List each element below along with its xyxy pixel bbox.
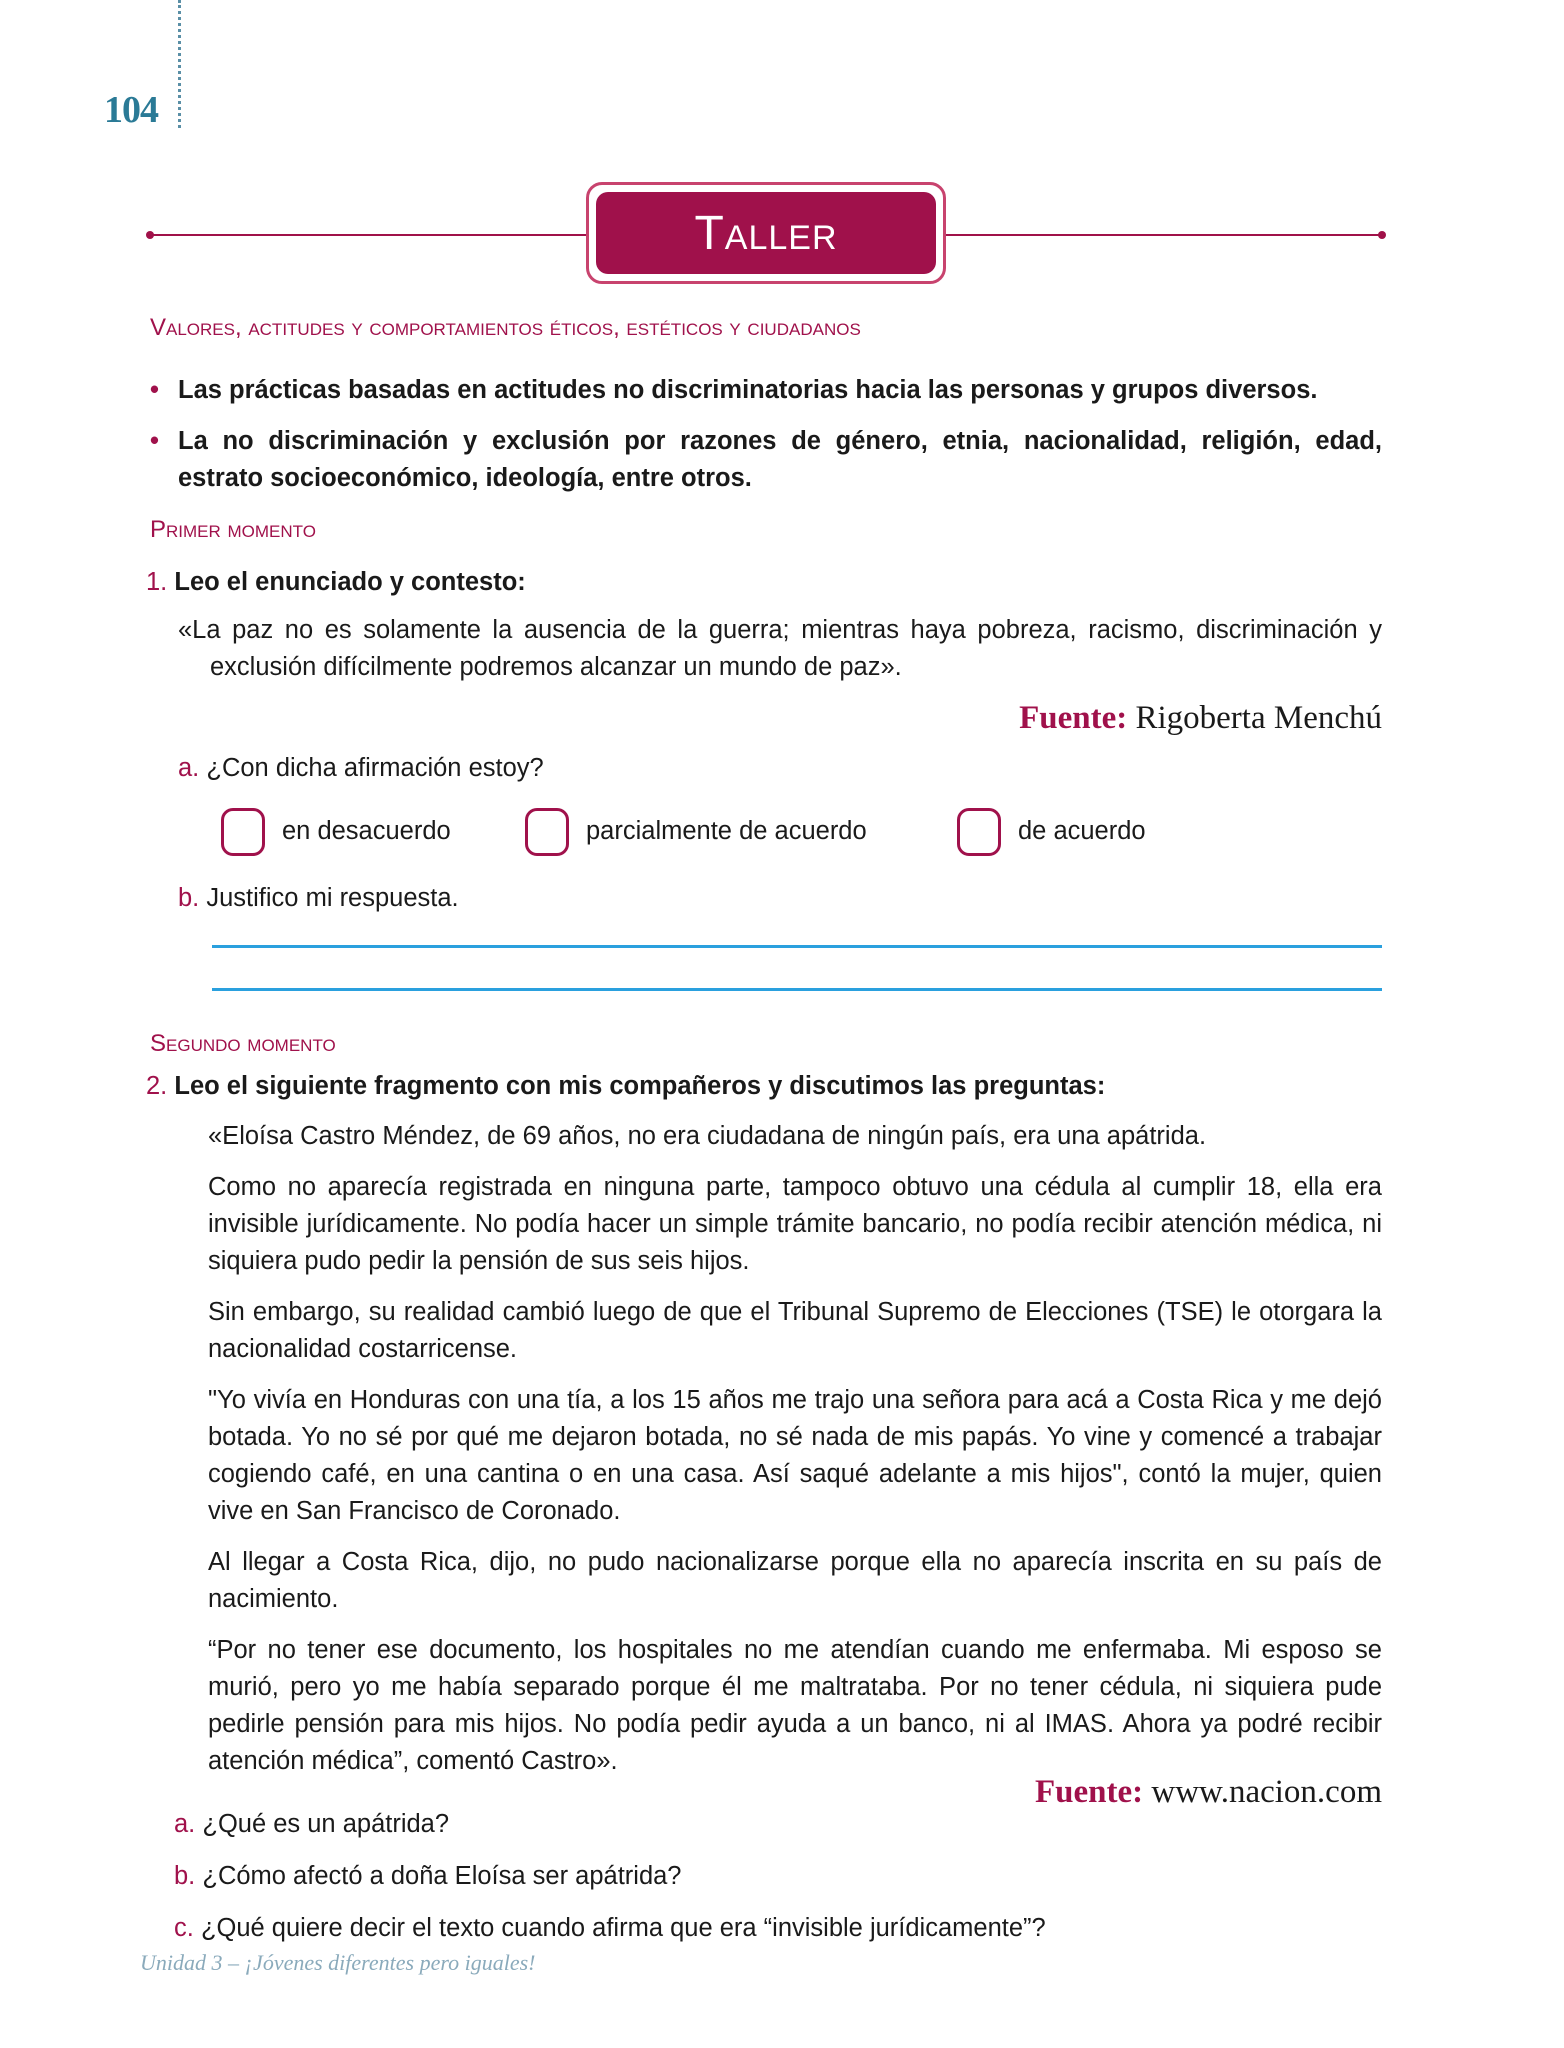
option-label-en-desacuerdo: en desacuerdo [282,817,451,845]
option-label-parcialmente-de-acuerdo: parcialmente de acuerdo [586,817,867,845]
primer-momento-heading: Primer momento [150,516,316,543]
question-1b: b. Justifico mi respuesta. [178,884,459,912]
unit-footer: Unidad 3 – ¡Jóvenes diferentes pero iguales! [140,1950,536,1975]
bullet-icon: • [150,376,159,404]
article-fragment [208,1118,1382,1780]
quote-menchu: «La paz no es solamente la ausencia de la guerra; mientras haya pobreza, racismo, discriminación y exclusión difícilmente podremos alcanzar un mundo de paz». [178,616,1382,681]
bullet-icon: • [150,427,159,455]
question-2c: c. ¿Qué quiere decir el texto cuando afirma que era “invisible jurídicamente”? [174,1914,1046,1942]
page-number: 104 [104,89,158,131]
exercise-2-instruction: 2. Leo el siguiente fragmento con mis compañeros y discutimos las preguntas: [146,1072,1106,1100]
exercise-number: 2. [146,1072,168,1100]
values-bullet-list [150,372,1382,497]
checkbox-de-acuerdo[interactable] [957,808,1001,856]
question-1a: a. ¿Con dicha afirmación estoy? [178,754,544,782]
banner-rule-left [150,234,586,236]
source-label: Fuente: [1034,1774,1144,1810]
article-paragraph: Al llegar a Costa Rica, dijo, no pudo nacionalizarse porque ella no aparecía inscrita en su país de nacimiento. [208,1548,1382,1613]
checkbox-parcialmente-de-acuerdo[interactable] [525,808,569,856]
question-2b: b. ¿Cómo afectó a doña Eloísa ser apátrida? [174,1862,682,1890]
source-menchu [900,700,1382,737]
rule-endpoint-right [1378,231,1386,239]
article-paragraph: Como no aparecía registrada en ninguna parte, tampoco obtuvo una cédula al cumplir 18, ella era invisible jurídicamente. No podía hacer un simple trámite bancario, no podía recibir atención médica, ni siquiera pudo pedir la pensión de sus seis hijos. [208,1173,1382,1275]
exercise-1-instruction: 1. Leo el enunciado y contesto: [146,568,526,596]
option-label-de-acuerdo: de acuerdo [1018,817,1146,845]
answer-line-1[interactable] [212,945,1382,948]
section-banner: Taller [596,192,936,274]
list-item: • Las prácticas basadas en actitudes no discriminatorias hacia las personas y grupos diversos. [150,372,1382,409]
segundo-momento-heading: Segundo momento [150,1030,336,1057]
source-value: www.nacion.com [1151,1774,1382,1810]
margin-dotted-rule [178,0,181,128]
question-2a: a. ¿Qué es un apátrida? [174,1810,450,1838]
list-item: • La no discriminación y exclusión por razones de género, etnia, nacionalidad, religión, edad, estrato socioeconómico, ideología, entre otros. [150,423,1382,497]
banner-rule-right [946,234,1382,236]
article-paragraph: Sin embargo, su realidad cambió luego de que el Tribunal Supremo de Elecciones (TSE) le otorgara la nacionalidad costarricense. [208,1298,1382,1363]
source-label: Fuente: [1019,700,1128,736]
article-paragraph: “Por no tener ese documento, los hospitales no me atendían cuando me enfermaba. Mi esposo se murió, pero yo me había separado porque él me maltrataba. Por no tener cédula, ni siquiera pude pedirle pensión para mis hijos. No podía pedir ayuda a un banco, ni al IMAS. Ahora ya podré recibir atención médica”, comentó Castro». [208,1636,1382,1775]
source-value: Rigoberta Menchú [1135,700,1382,736]
values-heading: Valores, actitudes y comportamientos éticos, estéticos y ciudadanos [150,314,861,341]
article-paragraph: "Yo vivía en Honduras con una tía, a los 15 años me trajo una señora para acá a Costa Rica y me dejó botada. Yo no sé por qué me dejaron botada, no sé nada de mis papás. Yo vine y comencé a trabajar cogiendo café, en una cantina o en una casa. Así saqué adelante a mis hijos", contó la mujer, quien vive en San Francisco de Coronado. [208,1386,1382,1525]
checkbox-en-desacuerdo[interactable] [221,808,265,856]
source-nacion [900,1774,1382,1811]
exercise-number: 1. [146,568,168,596]
article-paragraph: «Eloísa Castro Méndez, de 69 años, no era ciudadana de ningún país, era una apátrida. [208,1122,1207,1150]
answer-line-2[interactable] [212,988,1382,991]
